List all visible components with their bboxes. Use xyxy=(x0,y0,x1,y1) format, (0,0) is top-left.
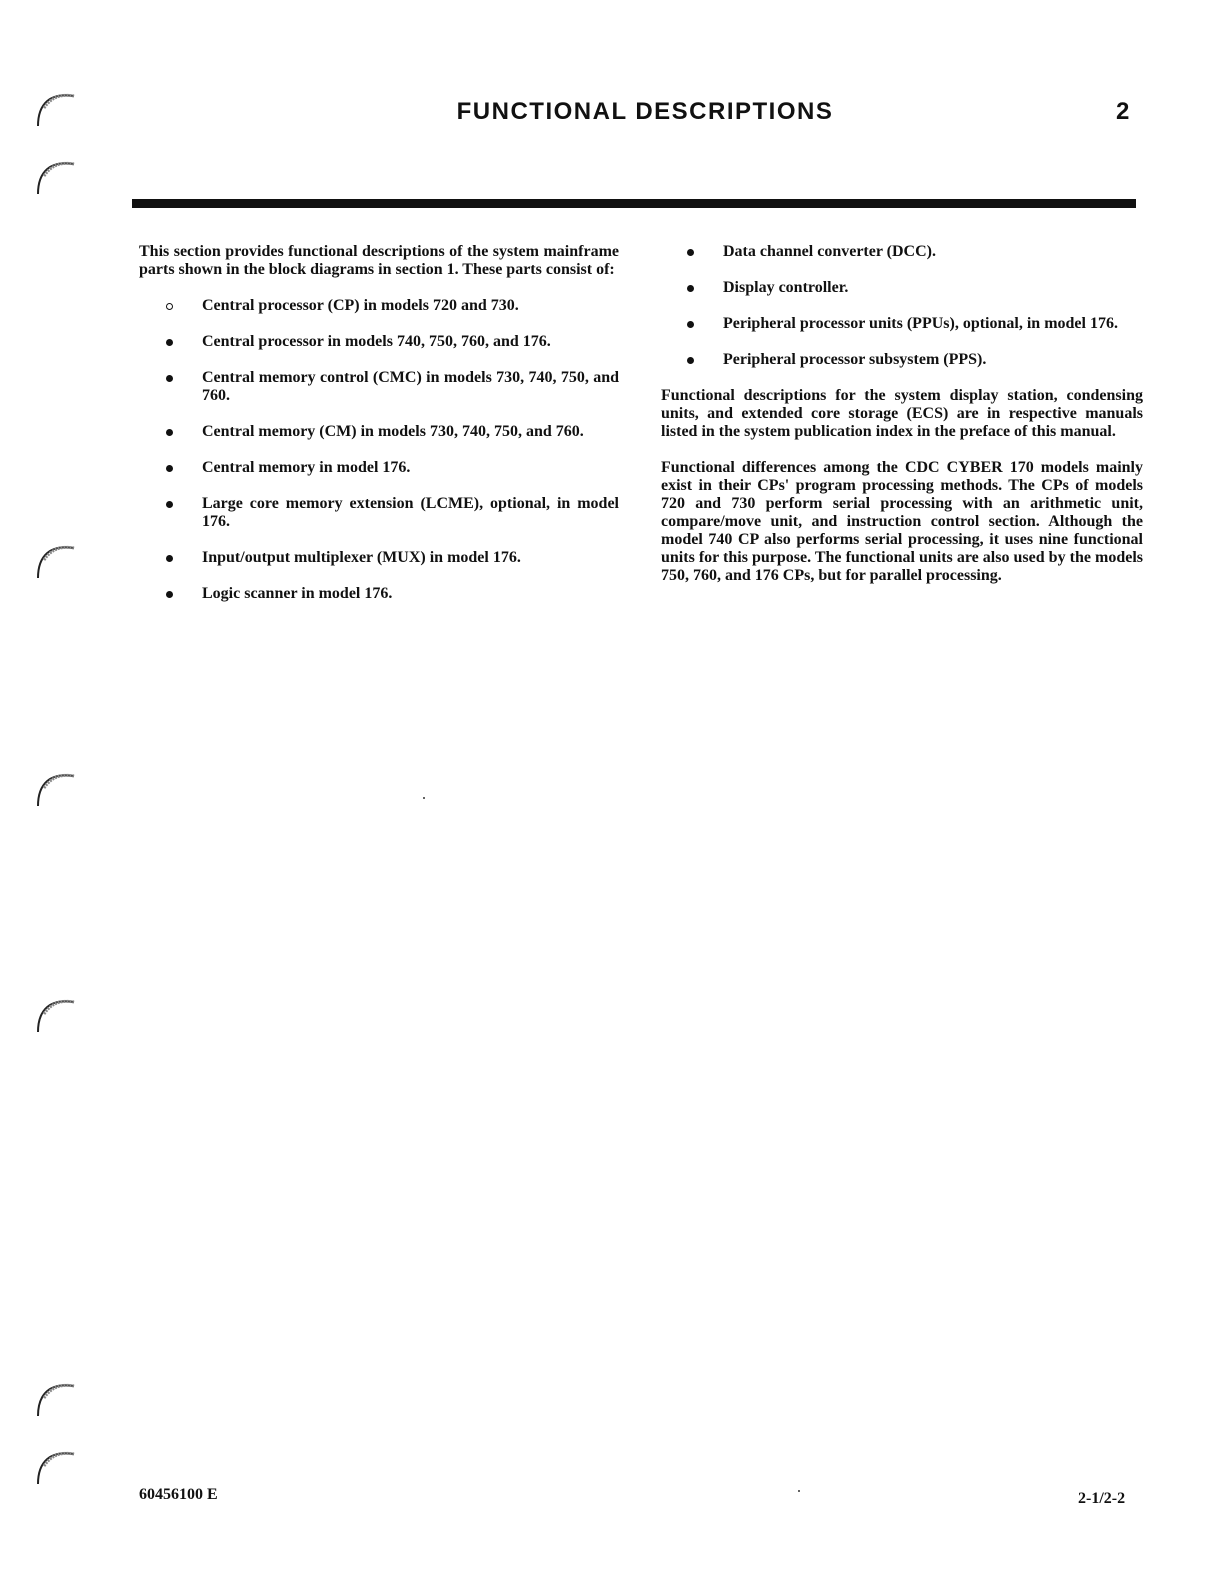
list-item xyxy=(139,549,619,567)
section-number: 2 xyxy=(1116,98,1130,125)
page-number: 2-1/2-2 xyxy=(1078,1490,1126,1507)
list-item-text: Logic scanner in model 176. xyxy=(202,585,393,602)
list-item-text: Central memory (CM) in models 730, 740, 750, and 760. xyxy=(202,423,584,440)
bullet-icon xyxy=(687,285,694,292)
list-item xyxy=(661,351,1143,369)
list-item-text: Central processor (CP) in models 720 and 730. xyxy=(202,297,519,314)
list-item-text: Central memory in model 176. xyxy=(202,459,411,476)
bullet-icon xyxy=(166,465,173,472)
bullet-icon xyxy=(166,501,173,508)
list-item xyxy=(139,495,619,531)
list-item-text: Large core memory extension (LCME), optional, in model 176. xyxy=(202,495,619,530)
bullet-icon xyxy=(166,429,173,436)
page-title: FUNCTIONAL DESCRIPTIONS xyxy=(456,98,834,125)
list-item xyxy=(139,297,619,315)
list-item xyxy=(139,459,619,477)
bullet-icon xyxy=(166,591,173,598)
binder-hole-icon xyxy=(34,1376,78,1420)
intro-paragraph: This section provides functional descriptions of the system mainframe parts shown in the block diagrams in section 1. These parts consist of: xyxy=(139,243,619,278)
bullet-icon xyxy=(687,249,694,256)
parts-list xyxy=(139,297,619,603)
list-item xyxy=(139,423,619,441)
list-item-text: Central processor in models 740, 750, 760, and 176. xyxy=(202,333,551,350)
parts-list-continued xyxy=(661,243,1143,369)
list-item xyxy=(139,333,619,351)
bullet-icon xyxy=(166,339,173,346)
bullet-icon xyxy=(166,555,173,562)
scan-speck xyxy=(423,797,425,799)
bullet-icon xyxy=(687,357,694,364)
left-column xyxy=(139,243,619,621)
list-item xyxy=(661,315,1143,333)
right-column xyxy=(661,243,1143,603)
body-paragraph: Functional differences among the CDC CYBER 170 models mainly exist in their CPs' program processing methods. The CPs of models 720 and 730 perform serial processing with an arithmetic unit, compare/move unit, and instruction control section. Although the model 740 CP also performs serial processing, it uses nine functional units for this purpose. The functional units are also used by the models 750, 760, and 176 CPs, but for parallel processing. xyxy=(661,459,1143,584)
list-item xyxy=(139,585,619,603)
binder-hole-icon xyxy=(34,992,78,1036)
binder-hole-icon xyxy=(34,538,78,582)
bullet-icon xyxy=(166,375,173,382)
scan-speck xyxy=(798,1490,800,1492)
binder-hole-icon xyxy=(34,1444,78,1488)
list-item-text: Central memory control (CMC) in models 730, 740, 750, and 760. xyxy=(202,369,619,404)
bullet-icon xyxy=(687,321,694,328)
binder-hole-icon xyxy=(34,766,78,810)
list-item xyxy=(139,369,619,405)
bullet-icon xyxy=(166,303,173,310)
list-item-text: Peripheral processor subsystem (PPS). xyxy=(723,351,987,368)
header-rule xyxy=(132,199,1136,208)
list-item-text: Data channel converter (DCC). xyxy=(723,243,936,260)
body-paragraph: Functional descriptions for the system display station, condensing units, and extended core storage (ECS) are in respective manuals listed in the system publication index in the preface of this manual. xyxy=(661,387,1143,440)
binder-hole-icon xyxy=(34,154,78,198)
list-item-text: Peripheral processor units (PPUs), optional, in model 176. xyxy=(723,315,1118,332)
list-item-text: Display controller. xyxy=(723,279,849,296)
list-item xyxy=(661,243,1143,261)
list-item-text: Input/output multiplexer (MUX) in model 176. xyxy=(202,549,521,566)
list-item xyxy=(661,279,1143,297)
document-number: 60456100 E xyxy=(139,1486,218,1503)
